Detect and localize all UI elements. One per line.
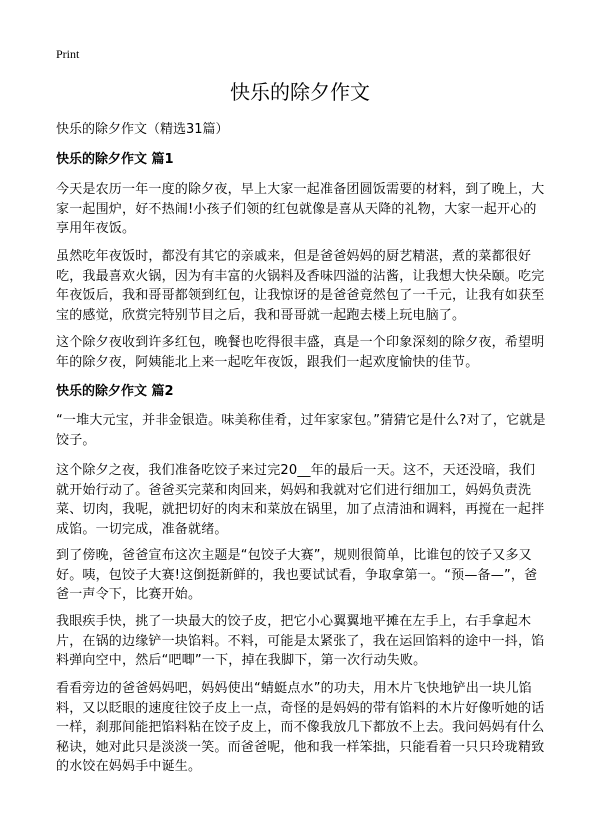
paragraph: 虽然吃年夜饭时，都没有其它的亲戚来，但是爸爸妈妈的厨艺精湛，煮的菜都很好吃，我最喜欢火锅，因为有丰富的火锅料及香味四溢的沾酱，让我想大快朵颐。吃完年夜饭后，我和哥哥都领到红包，让我惊讶的是爸爸竟然包了一千元，让我有如获至宝的感觉，欣赏完特别节目之后，我和哥哥就一起跑去楼上玩电脑了。 (56, 249, 545, 323)
paragraph: 今天是农历一年一度的除夕夜，早上大家一起准备团圆饭需要的材料，到了晚上，大家一起围炉，好不热闹!小孩子们领的红包就像是喜从天降的礼物，大家一起开心的享用年夜饭。 (56, 182, 545, 236)
document-subtitle: 快乐的除夕作文（精选31篇） (56, 122, 229, 137)
paragraph: 我眼疾手快，挑了一块最大的饺子皮，把它小心翼翼地平摊在左手上，右手拿起木片，在锅的边缘铲一块馅料。不料，可能是太紧张了，我在运回馅料的途中一抖，馅料弹向空中，然后“吧唧”一下，掉在我脚下，第一次行动失败。 (56, 614, 545, 668)
paragraph: 这个除夕之夜，我们准备吃饺子来过完20__年的最后一天。这不，天还没暗，我们就开始行动了。爸爸买完菜和肉回来，妈妈和我就对它们进行细加工，妈妈负责洗菜、切肉，我呢，就把切好的肉末和菜放在锅里，加了点清油和调料，再搅在一起拌成馅。一切完成，准备就绪。 (56, 463, 545, 537)
paragraph: 看看旁边的爸爸妈妈吧，妈妈使出“蜻蜓点水”的功夫，用木片飞快地铲出一块儿馅料，又以眨眼的速度往饺子皮上一点，奇怪的是妈妈的带有馅料的木片好像听她的话一样，刹那间能把馅料粘在饺子皮上，而不像我放几下都放不上去。我问妈妈有什么秘诀，她对此只是淡淡一笑。而爸爸呢，他和我一样笨拙，只能看着一只只玲珑精致的水饺在妈妈手中诞生。 (56, 681, 545, 774)
paragraph: 这个除夕夜收到许多红包，晚餐也吃得很丰盛，真是一个印象深刻的除夕夜，希望明年的除夕夜，阿姨能北上来一起吃年夜饭，跟我们一起欢度愉快的佳节。 (56, 335, 545, 370)
paragraph: “一堆大元宝，并非金银造。味美称佳肴，过年家家包。”猜猜它是什么?对了，它就是饺子。 (56, 413, 546, 448)
section-heading-1: 快乐的除夕作文 篇1 (56, 152, 174, 167)
document-title: 快乐的除夕作文 (230, 80, 370, 104)
paragraph: 到了傍晚，爸爸宣布这次主题是“包饺子大赛”，规则很简单，比谁包的饺子又多又好。咦，包饺子大赛!这倒挺新鲜的，我也要试试看，争取拿第一。“预—备—”，爸爸一声令下，比赛开始。 (56, 548, 538, 602)
section-heading-2: 快乐的除夕作文 篇2 (56, 384, 174, 399)
print-link[interactable]: Print (56, 47, 80, 61)
